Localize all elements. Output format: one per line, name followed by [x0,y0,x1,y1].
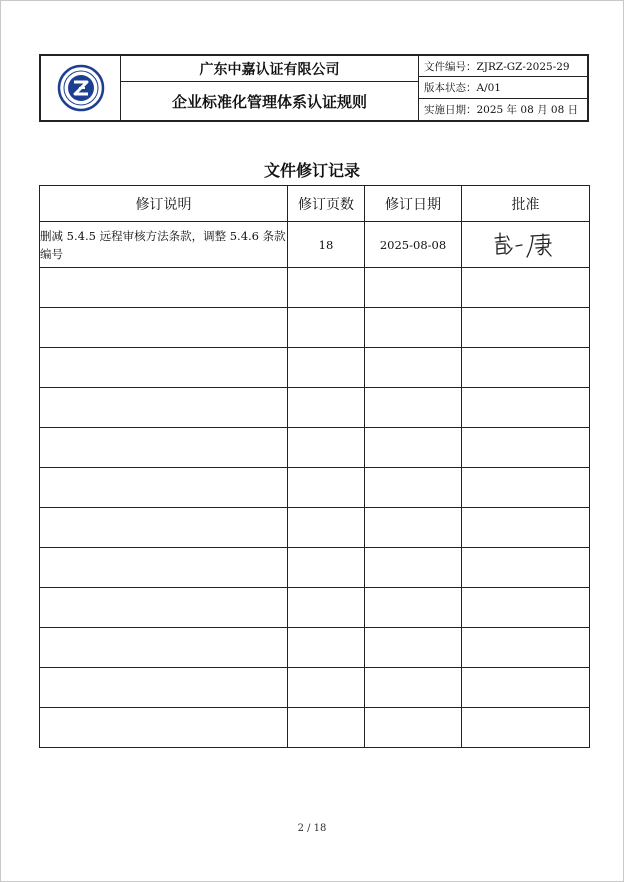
company-name: 广东中嘉认证有限公司 [121,56,418,82]
col-header-pages: 修订页数 [288,186,365,222]
version-status: 版本状态：A/01 [419,77,587,98]
revision-description: 删减 5.4.5 远程审核方法条款，调整 5.4.6 条款编号 [40,222,288,268]
table-header-row [40,186,590,222]
table-row [40,268,590,308]
header-middle [121,56,419,120]
table-row [40,508,590,548]
document-meta [419,56,587,120]
revision-pages: 18 [288,222,365,268]
company-logo-icon [57,64,105,112]
table-row [40,548,590,588]
table-row [40,222,590,268]
document-header [39,54,589,122]
table-row [40,388,590,428]
handwritten-signature [491,230,561,260]
table-row [40,668,590,708]
table-row [40,428,590,468]
table-row [40,708,590,748]
page-number: 2 / 18 [297,823,327,834]
logo-cell [41,56,121,120]
revision-record-title: 文件修订记录 [263,161,360,180]
table-row [40,588,590,628]
revision-table [39,185,590,748]
effective-date: 实施日期：2025 年 08 月 08 日 [424,103,579,116]
table-row [40,348,590,388]
table-row [40,628,590,668]
revision-date: 2025-08-08 [365,222,462,268]
col-header-description: 修订说明 [40,186,288,222]
col-header-date: 修订日期 [365,186,462,222]
table-row [40,468,590,508]
file-number: 文件编号：ZJRZ-GZ-2025-29 [419,56,587,77]
document-title: 企业标准化管理体系认证规则 [171,92,367,111]
approval-cell [462,222,590,268]
col-header-approval: 批准 [462,186,590,222]
table-row [40,308,590,348]
